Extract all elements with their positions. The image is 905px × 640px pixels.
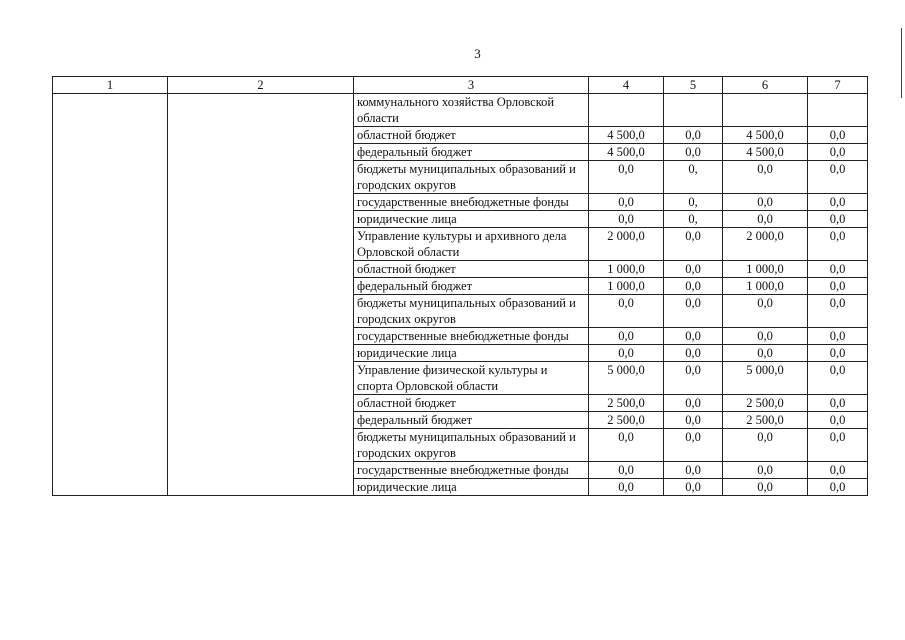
value-cell-c5: 0, (664, 211, 723, 228)
row-name-cell: федеральный бюджет (354, 278, 589, 295)
value-cell-c5: 0,0 (664, 412, 723, 429)
value-cell-c5: 0,0 (664, 144, 723, 161)
value-cell-c7: 0,0 (808, 328, 868, 345)
value-cell-c6: 4 500,0 (723, 144, 808, 161)
value-cell-c7: 0,0 (808, 412, 868, 429)
value-cell-c4: 0,0 (589, 161, 664, 194)
value-cell-c4: 4 500,0 (589, 144, 664, 161)
value-cell-c5: 0,0 (664, 295, 723, 328)
value-cell-c5 (664, 94, 723, 127)
row-name-cell: областной бюджет (354, 261, 589, 278)
value-cell-c7: 0,0 (808, 278, 868, 295)
value-cell-c4: 0,0 (589, 194, 664, 211)
value-cell-c7: 0,0 (808, 345, 868, 362)
value-cell-c6: 0,0 (723, 211, 808, 228)
value-cell-c7: 0,0 (808, 462, 868, 479)
header-col-5: 5 (664, 77, 723, 94)
value-cell-c4: 0,0 (589, 345, 664, 362)
header-col-7: 7 (808, 77, 868, 94)
value-cell-c7: 0,0 (808, 295, 868, 328)
value-cell-c5: 0,0 (664, 278, 723, 295)
header-row (53, 77, 868, 94)
value-cell-c6: 0,0 (723, 295, 808, 328)
value-cell-c7: 0,0 (808, 429, 868, 462)
header-col-4: 4 (589, 77, 664, 94)
row-name-cell: коммунального хозяйства Орловской области (354, 94, 589, 127)
value-cell-c6: 0,0 (723, 429, 808, 462)
row-name-cell: бюджеты муниципальных образований и городских округов (354, 295, 589, 328)
value-cell-c4: 0,0 (589, 211, 664, 228)
value-cell-c4: 1 000,0 (589, 278, 664, 295)
scan-edge-line (901, 28, 902, 98)
value-cell-c4: 2 500,0 (589, 412, 664, 429)
value-cell-c7 (808, 94, 868, 127)
value-cell-c4: 4 500,0 (589, 127, 664, 144)
value-cell-c6: 1 000,0 (723, 278, 808, 295)
budget-table (52, 76, 868, 496)
page-number: 3 (474, 46, 481, 61)
header-col-1: 1 (53, 77, 168, 94)
value-cell-c4: 0,0 (589, 295, 664, 328)
value-cell-c7: 0,0 (808, 479, 868, 496)
row-name-cell: юридические лица (354, 345, 589, 362)
row-name-cell: Управление культуры и архивного дела Орловской области (354, 228, 589, 261)
row-name-cell: областной бюджет (354, 395, 589, 412)
value-cell-c7: 0,0 (808, 144, 868, 161)
value-cell-c6: 0,0 (723, 345, 808, 362)
value-cell-c6: 0,0 (723, 161, 808, 194)
value-cell-c6: 1 000,0 (723, 261, 808, 278)
value-cell-c5: 0,0 (664, 479, 723, 496)
value-cell-c5: 0, (664, 161, 723, 194)
row-name-cell: юридические лица (354, 479, 589, 496)
row-name-cell: Управление физической культуры и спорта Орловской области (354, 362, 589, 395)
value-cell-c4: 0,0 (589, 429, 664, 462)
value-cell-c6: 5 000,0 (723, 362, 808, 395)
table-cell-col-2 (168, 94, 354, 496)
header-col-2: 2 (168, 77, 354, 94)
header-col-3: 3 (354, 77, 589, 94)
value-cell-c6: 2 500,0 (723, 412, 808, 429)
value-cell-c6: 0,0 (723, 479, 808, 496)
value-cell-c6: 2 500,0 (723, 395, 808, 412)
value-cell-c6: 2 000,0 (723, 228, 808, 261)
value-cell-c6 (723, 94, 808, 127)
value-cell-c5: 0,0 (664, 127, 723, 144)
value-cell-c5: 0,0 (664, 345, 723, 362)
value-cell-c4: 1 000,0 (589, 261, 664, 278)
row-name-cell: государственные внебюджетные фонды (354, 462, 589, 479)
row-name-cell: бюджеты муниципальных образований и городских округов (354, 429, 589, 462)
row-name-cell: государственные внебюджетные фонды (354, 194, 589, 211)
value-cell-c7: 0,0 (808, 194, 868, 211)
value-cell-c4: 0,0 (589, 462, 664, 479)
table-body (53, 94, 868, 496)
value-cell-c4: 2 000,0 (589, 228, 664, 261)
value-cell-c6: 0,0 (723, 328, 808, 345)
value-cell-c4: 0,0 (589, 328, 664, 345)
value-cell-c4: 0,0 (589, 479, 664, 496)
header-col-6: 6 (723, 77, 808, 94)
value-cell-c5: 0, (664, 194, 723, 211)
value-cell-c7: 0,0 (808, 127, 868, 144)
value-cell-c7: 0,0 (808, 161, 868, 194)
value-cell-c5: 0,0 (664, 228, 723, 261)
row-name-cell: бюджеты муниципальных образований и городских округов (354, 161, 589, 194)
value-cell-c5: 0,0 (664, 429, 723, 462)
value-cell-c7: 0,0 (808, 228, 868, 261)
table-header (53, 77, 868, 94)
row-name-cell: юридические лица (354, 211, 589, 228)
value-cell-c6: 0,0 (723, 462, 808, 479)
value-cell-c4: 2 500,0 (589, 395, 664, 412)
value-cell-c4: 5 000,0 (589, 362, 664, 395)
value-cell-c7: 0,0 (808, 211, 868, 228)
value-cell-c5: 0,0 (664, 362, 723, 395)
value-cell-c6: 0,0 (723, 194, 808, 211)
value-cell-c4 (589, 94, 664, 127)
row-name-cell: областной бюджет (354, 127, 589, 144)
value-cell-c5: 0,0 (664, 395, 723, 412)
value-cell-c5: 0,0 (664, 328, 723, 345)
value-cell-c7: 0,0 (808, 261, 868, 278)
value-cell-c6: 4 500,0 (723, 127, 808, 144)
value-cell-c5: 0,0 (664, 462, 723, 479)
value-cell-c7: 0,0 (808, 395, 868, 412)
value-cell-c7: 0,0 (808, 362, 868, 395)
row-name-cell: федеральный бюджет (354, 144, 589, 161)
value-cell-c5: 0,0 (664, 261, 723, 278)
row-name-cell: государственные внебюджетные фонды (354, 328, 589, 345)
table-cell-col-1 (53, 94, 168, 496)
row-name-cell: федеральный бюджет (354, 412, 589, 429)
table-row (53, 94, 868, 127)
